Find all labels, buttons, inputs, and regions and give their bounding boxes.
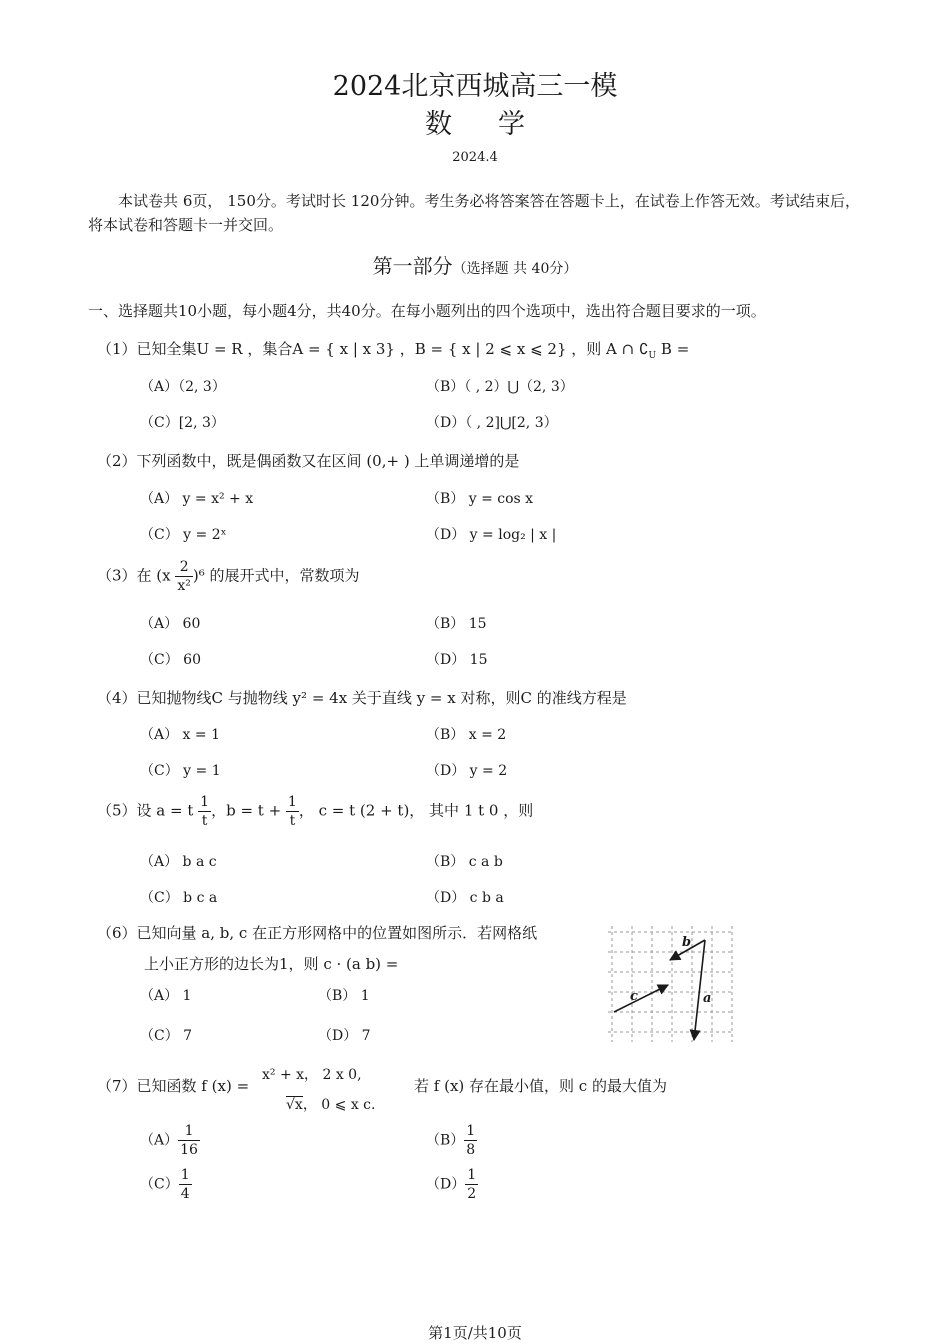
q6-option-c: （C） 7: [140, 1028, 193, 1044]
q1-stem-sub: U: [648, 351, 657, 361]
q7-d-den: 2: [467, 1186, 477, 1202]
exam-title: 2024北京西城高三一模: [332, 71, 618, 102]
q3-frac-den: x²: [177, 578, 191, 594]
q7-option-a-label: （A）: [140, 1132, 179, 1149]
q3-option-b: （B） 15: [426, 616, 487, 632]
label-a: a: [703, 991, 712, 1006]
q1-option-c: （C）[2, 3）: [140, 415, 225, 431]
question-4-stem: （4）已知抛物线C 与抛物线 y² = 4x 关于直线 y = x 对称，则C 的准线方程是: [97, 689, 627, 707]
question-1-stem: [97, 338, 689, 361]
q5-fraction-2: [286, 793, 299, 830]
q5-option-c: （C） b c a: [140, 890, 218, 906]
question-7-stem-pre: （7）已知函数 f (x) =: [97, 1077, 250, 1095]
q5-frac1-den: t: [201, 813, 208, 829]
q2-option-d: （D） y = log₂ | x |: [426, 527, 557, 543]
question-2-stem: （2）下列函数中，既是偶函数又在区间 (0,+ ) 上单调递增的是: [97, 452, 520, 470]
q2-option-c: （C） y = 2ˣ: [140, 527, 227, 543]
question-5-stem: [97, 793, 533, 830]
question-6-stem-line2: 上小正方形的边长为1，则 c · (a b) =: [144, 955, 399, 973]
q7-option-d-label: （D）: [426, 1176, 466, 1193]
vector-c-arrow: [614, 985, 668, 1012]
q3-frac-num: 2: [175, 558, 193, 577]
q7-option-b-label: （B）: [426, 1132, 465, 1149]
q7-piece-2-rest: ， 0 ⩽ x c.: [302, 1097, 376, 1113]
q4-option-c: （C） y = 1: [140, 763, 221, 779]
q6-option-a: （A） 1: [140, 988, 192, 1004]
q3-option-d: （D） 15: [426, 652, 488, 668]
q3-option-c: （C） 60: [140, 652, 201, 668]
q1-option-a: （A）（2, 3）: [140, 379, 226, 395]
q7-option-a-frac: [178, 1122, 200, 1159]
vector-a-arrow: [694, 940, 705, 1040]
q7-option-d-frac: [465, 1166, 478, 1203]
section-heading: 一、选择题共10小题，每小题4分，共40分。在每小题列出的四个选项中，选出符合题目要求的一项。: [88, 302, 766, 320]
q1-stem-end: B =: [656, 340, 690, 358]
q7-option-a: [140, 1122, 200, 1159]
q2-option-a: （A） y = x² + x: [140, 491, 254, 507]
q6-option-d: （D） 7: [318, 1028, 371, 1044]
q7-option-c-label: （C）: [140, 1176, 179, 1193]
q7-option-c: [140, 1166, 192, 1203]
q7-piece-2-root: √x: [286, 1097, 303, 1113]
q1-option-d: （D）（ , 2]⋃[2, 3）: [426, 415, 558, 431]
q7-piece-1: x² + x， 2 x 0,: [262, 1067, 362, 1083]
q1-option-b: （B）（ , 2）⋃（2, 3）: [426, 379, 574, 395]
q7-option-c-frac: [179, 1166, 192, 1203]
q5-option-b: （B） c a b: [426, 854, 503, 870]
q5-frac2-den: t: [289, 813, 296, 829]
question-6-stem-line1: （6）已知向量 a, b, c 在正方形网格中的位置如图所示．若网格纸: [97, 924, 538, 942]
exam-date: 2024.4: [452, 150, 498, 165]
q7-c-num: 1: [180, 1167, 190, 1183]
page-footer: 第1页/共10页: [428, 1324, 522, 1342]
q5-frac2-num: 1: [287, 794, 297, 810]
q7-piecewise: [262, 1060, 375, 1120]
q4-option-a: （A） x = 1: [140, 727, 220, 743]
q7-piece-2: [262, 1090, 375, 1120]
q3-option-a: （A） 60: [140, 616, 201, 632]
part-title: 第一部分: [372, 254, 453, 278]
q5-stem-a: （5）设 a = t: [97, 801, 199, 820]
label-c: c: [630, 989, 638, 1004]
q7-option-b-frac: [464, 1122, 477, 1159]
q7-b-num: 1: [466, 1123, 476, 1139]
vector-grid-svg: [600, 922, 736, 1046]
q7-option-d: [426, 1166, 478, 1203]
q7-d-num: 1: [467, 1167, 477, 1183]
q4-option-b: （B） x = 2: [426, 727, 507, 743]
q7-a-den: 16: [180, 1142, 198, 1158]
question-3-stem: [97, 558, 360, 595]
q7-c-den: 4: [180, 1186, 190, 1202]
q5-frac1-num: 1: [200, 794, 210, 810]
q5-option-a: （A） b a c: [140, 854, 217, 870]
q5-stem-b: ，b = t +: [211, 801, 286, 820]
q3-fraction: [175, 558, 193, 595]
q5-option-d: （D） c b a: [426, 890, 504, 906]
q7-a-num: 1: [178, 1122, 200, 1141]
q3-stem-pre: （3）在 (x: [97, 566, 176, 585]
instructions: 本试卷共 6页， 150分。考试时长 120分钟。考生务必将答案答在答题卡上，在试卷上作答无效。考试结束后，将本试卷和答题卡一并交回。: [88, 192, 860, 234]
q5-stem-c: ， c = t (2 + t)， 其中 1 t 0 ，则: [298, 801, 534, 820]
q4-option-d: （D） y = 2: [426, 763, 508, 779]
part-heading: [0, 250, 950, 279]
part-note: （选择题 共 40分）: [452, 261, 578, 277]
q2-option-b: （B） y = cos x: [426, 491, 534, 507]
q7-option-b: [426, 1122, 477, 1159]
question-7-stem-post: 若 f (x) 存在最小值，则 c 的最大值为: [414, 1077, 667, 1095]
q3-stem-post: )⁶ 的展开式中，常数项为: [192, 566, 360, 585]
grid-lines: [608, 926, 732, 1042]
q1-stem-main: （1）已知全集U = R ，集合A = { x | x 3} ，B = { x | 2 ⩽ x ⩽ 2} ，则 A ∩ ∁: [97, 340, 649, 358]
vector-grid-figure: [600, 922, 736, 1050]
q5-fraction-1: [198, 793, 211, 830]
label-b: b: [682, 935, 692, 950]
q7-b-den: 8: [466, 1142, 476, 1158]
exam-subject: 数学: [425, 109, 571, 140]
q6-option-b: （B） 1: [318, 988, 370, 1004]
